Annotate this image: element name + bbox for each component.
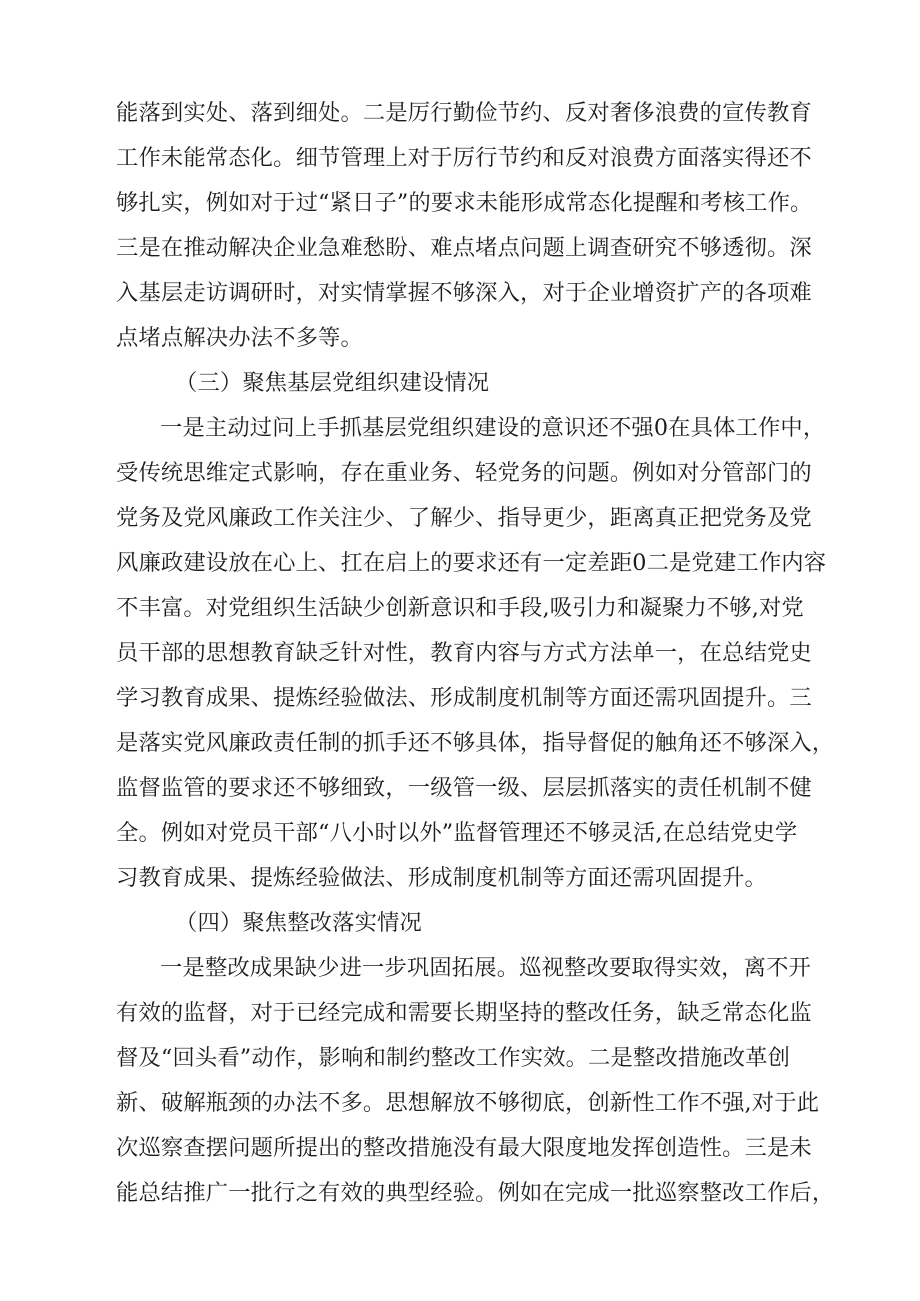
text-line: 风廉政建设放在心上、扛在启上的要求还有一定差距0二是党建工作内容: [116, 550, 827, 576]
text-line: 员干部的思想教育缺乏针对性，教育内容与方式方法单一，在总结党史: [116, 640, 812, 666]
text-line: 次巡察查摆问题所提出的整改措施没有最大限度地发挥创造性。三是未: [116, 1135, 812, 1161]
paragraph-first-line: 一是整改成果缺少进一步巩固拓展。巡视整改要取得实效，离不开: [160, 955, 811, 981]
text-line: 全。例如对党员干部“八小时以外”监督管理还不够灵活,在总结党史学: [116, 820, 798, 846]
text-line: 够扎实，例如对于过“紧日子”的要求未能形成常态化提醒和考核工作。: [116, 190, 813, 216]
text-line: 学习教育成果、提炼经验做法、形成制度机制等方面还需巩固提升。三: [116, 685, 812, 711]
text-line: 新、破解瓶颈的办法不多。思想解放不够彻底，创新性工作不强,对于此: [116, 1090, 820, 1116]
section-heading: （三）聚焦基层党组织建设情况: [175, 370, 490, 396]
text-line: 受传统思维定式影响，存在重业务、轻党务的问题。例如对分管部门的: [116, 460, 812, 486]
text-line: 党务及党风廉政工作关注少、了解少、指导更少，距离真正把党务及党: [116, 505, 812, 531]
text-line: 监督监管的要求还不够细致，一级管一级、层层抓落实的责任机制不健: [116, 775, 812, 801]
text-line: 三是在推动解决企业急难愁盼、难点堵点问题上调查研究不够透彻。深: [116, 235, 812, 261]
text-line: 习教育成果、提炼经验做法、形成制度机制等方面还需巩固提升。: [116, 865, 767, 891]
text-line: 工作未能常态化。细节管理上对于厉行节约和反对浪费方面落实得还不: [116, 145, 812, 171]
text-line: 有效的监督，对于已经完成和需要长期坚持的整改任务，缺乏常态化监: [116, 1000, 812, 1026]
paragraph-first-line: 一是主动过问上手抓基层党组织建设的意识还不强0在具体工作中，: [160, 415, 826, 441]
text-line: 督及“回头看”动作，影响和制约整改工作实效。二是整改措施改革创: [116, 1045, 791, 1071]
text-line: 能落到实处、落到细处。二是厉行勤俭节约、反对奢侈浪费的宣传教育: [116, 100, 812, 126]
text-line: 点堵点解决办法不多等。: [116, 325, 363, 351]
text-line: 入基层走访调研时，对实情掌握不够深入，对于企业增资扩产的各项难: [116, 280, 812, 306]
text-line: 是落实党风廉政责任制的抓手还不够具体，指导督促的触角还不够深入，: [116, 730, 835, 756]
text-line: 不丰富。对党组织生活缺少创新意识和手段,吸引力和凝聚力不够,对党: [116, 595, 804, 621]
section-heading: （四）聚焦整改落实情况: [175, 910, 422, 936]
text-line: 能总结推广一批行之有效的典型经验。例如在完成一批巡察整改工作后，: [116, 1180, 835, 1206]
